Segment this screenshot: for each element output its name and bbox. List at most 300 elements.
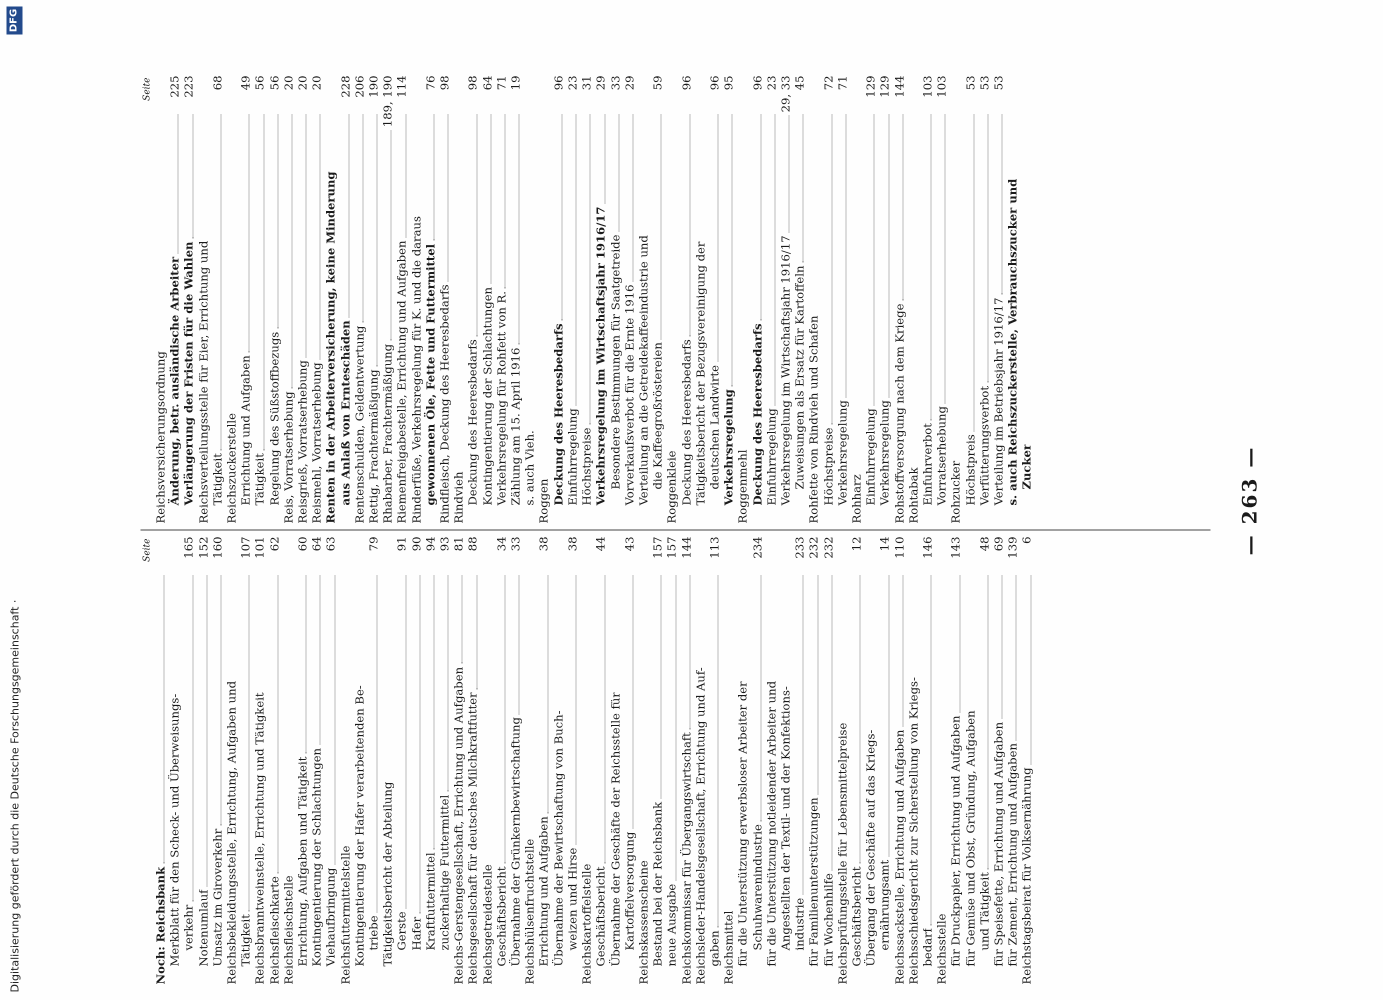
entry-page: 95 <box>721 75 736 90</box>
leader-dots <box>248 575 249 911</box>
entry-page: 60 <box>295 536 310 551</box>
entry-text: für Familienunterstützungen <box>806 796 821 966</box>
index-entry <box>210 536 224 984</box>
leader-dots <box>731 114 732 386</box>
leader-dots <box>291 114 292 388</box>
index-entry <box>579 75 593 523</box>
index-entry <box>366 536 380 984</box>
entry-text: deutschen Landwirte <box>706 364 721 489</box>
entry-page: 113 <box>706 536 721 559</box>
index-entry <box>721 75 735 523</box>
entry-page: 129 <box>877 75 892 98</box>
leader-dots <box>1030 575 1031 764</box>
entry-text: gaben <box>706 929 721 966</box>
entry-text: Reismehl, Vorratserhebung <box>309 361 324 523</box>
entry-page: 6 <box>1019 536 1034 544</box>
leader-dots <box>518 575 519 714</box>
entry-page: 96 <box>706 75 721 90</box>
entry-text: für Speisefette, Errichtung und Aufgaben <box>990 721 1005 966</box>
entry-page: 107 <box>238 536 253 559</box>
entry-text: Kontingentierung der Schlachtungen <box>309 747 324 966</box>
entry-text: weizen und Hirse <box>564 847 579 950</box>
index-entry <box>877 536 891 984</box>
entry-text: Reichsprüfungsstelle für Lebensmittelpreise <box>834 722 849 984</box>
entry-text: Regelung des Süßstoffbezugs <box>266 331 281 505</box>
entry-page: 71 <box>493 75 508 90</box>
entry-page: 94 <box>422 536 437 551</box>
leader-dots <box>192 575 193 901</box>
leader-dots <box>760 114 761 320</box>
index-entry <box>522 536 536 984</box>
entry-page: 29 <box>621 75 636 90</box>
entry-text: Höchstpreis <box>962 433 977 505</box>
leader-dots <box>390 130 391 341</box>
entry-text: Reichsstelle <box>934 913 949 984</box>
index-entry <box>522 75 536 523</box>
entry-text: Deckung des Heeresbedarfs <box>678 338 693 505</box>
entry-page: 88 <box>465 536 480 551</box>
index-entry <box>778 536 792 984</box>
entry-page: 223 <box>181 75 196 98</box>
index-entry <box>934 536 948 984</box>
leader-dots <box>632 575 633 828</box>
entry-text: Reichsleder-Handelsgesellschaft, Errichtung und Auf- <box>692 666 707 984</box>
index-entry <box>465 536 479 984</box>
entry-text: Verkehrsregelung im Wirtschaftsjahr 1916/17 <box>777 234 792 505</box>
entry-page: 63 <box>323 536 338 551</box>
entry-page: 114 <box>394 75 409 98</box>
entry-text: Reichsfuttermittelstelle <box>337 844 352 984</box>
index-entry <box>480 75 494 523</box>
index-entry <box>565 75 579 523</box>
entry-page: 110 <box>891 536 906 559</box>
entry-page: 23 <box>763 75 778 90</box>
index-entry <box>636 536 650 984</box>
leader-dots <box>362 114 363 322</box>
entry-text: s. auch Reichszuckerstelle, Verbrauchszucker und <box>1005 178 1020 505</box>
index-entry <box>863 536 877 984</box>
index-entry <box>948 536 962 984</box>
entry-text: Verkehrsregelung im Wirtschaftsjahr 1916/17 <box>593 206 608 505</box>
leader-dots <box>461 575 462 663</box>
entry-page: 157 <box>664 536 679 559</box>
entry-text: Reisgrieß, Vorratserhebung <box>295 359 310 523</box>
leader-dots <box>206 575 207 886</box>
index-entry <box>437 536 451 984</box>
index-entry <box>323 536 337 984</box>
index-entry <box>181 75 195 523</box>
leader-dots <box>902 575 903 726</box>
index-entry <box>821 75 835 523</box>
index-entry <box>664 75 678 523</box>
leader-dots <box>163 575 164 863</box>
entry-page: 91 <box>394 536 409 551</box>
index-entry <box>153 536 167 984</box>
leader-dots <box>987 575 988 869</box>
entry-text: Verfütterungsverbot <box>976 385 991 505</box>
entry-page: 59 <box>650 75 665 90</box>
entry-page: 56 <box>266 75 281 90</box>
entry-page: 68 <box>209 75 224 90</box>
entry-text: Höchstpreise <box>579 426 594 505</box>
entry-text: Reichsbekleidungsstelle, Errichtung, Aufgaben und <box>224 680 239 984</box>
index-entry <box>906 75 920 523</box>
leader-dots <box>888 575 889 856</box>
entry-page: 72 <box>820 75 835 90</box>
index-entry <box>551 75 565 523</box>
index-entry <box>764 536 778 984</box>
leader-dots <box>873 114 874 405</box>
leader-dots <box>518 114 519 344</box>
index-entry <box>764 75 778 523</box>
leader-dots <box>675 575 676 880</box>
entry-text: Kontingentierung der Schlachtungen <box>479 286 494 505</box>
digitization-credit <box>0 0 40 1000</box>
entry-page: 129 <box>863 75 878 98</box>
entry-page: 76 <box>422 75 437 90</box>
entry-text: Rettig, Frachtermäßigung <box>366 368 381 523</box>
entry-text: Riemenfreigabestelle, Errichtung und Aufgaben <box>394 240 409 523</box>
entry-page: 234 <box>749 536 764 559</box>
leader-dots <box>305 575 306 753</box>
entry-text: für Wochenhilfe <box>820 872 835 966</box>
index-entry <box>679 75 693 523</box>
index-entry <box>196 536 210 984</box>
entry-text: Reichsgesellschaft für deutsches Milchkraftfutter <box>465 691 480 984</box>
index-entry <box>394 536 408 984</box>
entry-text: aus Anlaß von Ernteschäden <box>337 319 352 505</box>
entry-text: Reichsschiedsgericht zur Sicherstellung von Kriegs- <box>905 676 920 984</box>
entry-text: Reichs-Gerstengesellschaft, Errichtung und Aufgaben <box>451 666 466 984</box>
leader-dots <box>632 114 633 281</box>
leader-dots <box>575 575 576 844</box>
entry-page: 160 <box>209 536 224 559</box>
index-entry <box>664 536 678 984</box>
leader-dots <box>973 114 974 431</box>
index-entry <box>224 536 238 984</box>
entry-text: Deckung des Heeresbedarfs <box>749 322 764 505</box>
entry-page: 33 <box>607 75 622 90</box>
entry-page: 93 <box>437 536 452 551</box>
seite-label-left: Seite <box>142 538 152 562</box>
left-index-column <box>140 536 1220 984</box>
entry-page: 20 <box>280 75 295 90</box>
entry-page: 103 <box>934 75 949 98</box>
entry-page: 190 <box>366 75 381 98</box>
entry-text: Kraftfuttermittel <box>422 851 437 950</box>
entry-page: 62 <box>266 536 281 551</box>
entry-text: für Zement, Errichtung und Aufgaben <box>1005 742 1020 966</box>
entry-text: Hafer <box>408 916 423 950</box>
leader-dots <box>717 575 718 927</box>
entry-text: und Tätigkeit <box>976 871 991 950</box>
entry-text: Reichsgetreidestelle <box>479 863 494 984</box>
index-entry <box>792 536 806 984</box>
entry-text: Noch: Reichsbank <box>153 866 167 984</box>
leader-dots <box>476 114 477 336</box>
index-entry <box>409 536 423 984</box>
leader-dots <box>817 575 818 794</box>
entry-text: Tätigkeitsbericht der Abteilung <box>380 781 395 966</box>
leader-dots <box>802 114 803 262</box>
entry-text: Gerste <box>394 910 409 950</box>
index-entry <box>224 75 238 523</box>
index-entry <box>863 75 877 523</box>
entry-text: Rohtabak <box>905 466 920 523</box>
entry-text: Verkehrsregelung für Rohfett von R. <box>493 290 508 505</box>
entry-page: 96 <box>550 75 565 90</box>
page-number-value: 263 <box>1237 476 1261 524</box>
index-entry <box>238 75 252 523</box>
entry-text: Geschäftsbericht <box>493 866 508 966</box>
entry-text: für die Unterstützung erwerbsloser Arbeiter der <box>735 680 750 966</box>
index-entry <box>593 75 607 523</box>
leader-dots <box>319 114 320 359</box>
entry-text: Kartoffelversorgung <box>621 831 636 950</box>
entry-page: 152 <box>195 536 210 559</box>
index-entry <box>622 536 636 984</box>
entry-text: Deckung des Heeresbedarfs <box>465 338 480 505</box>
leader-dots <box>589 114 590 424</box>
index-entry <box>622 75 636 523</box>
entry-page: 53 <box>990 75 1005 90</box>
leader-dots <box>930 114 931 420</box>
entry-text: verkehr <box>181 904 196 950</box>
entry-page: 38 <box>564 536 579 551</box>
entry-text: Viehaufbringung <box>323 867 338 966</box>
index-entry <box>750 75 764 523</box>
entry-page: 143 <box>948 536 963 559</box>
entry-page: 81 <box>451 536 466 551</box>
entry-text: Verkehrsregelung <box>877 399 892 505</box>
entry-text: Renten in der Arbeiterversicherung, keine Minderung <box>323 170 338 523</box>
entry-text: Reichshülsenfruchtstelle <box>522 838 537 984</box>
entry-page: 98 <box>437 75 452 90</box>
index-entry <box>906 536 920 984</box>
leader-dots <box>220 114 221 450</box>
index-entry <box>267 536 281 984</box>
entry-text: die Kaffeegroßröstereien <box>650 341 665 489</box>
entry-text: s. auch Vieh. <box>522 429 537 505</box>
index-entry <box>252 75 266 523</box>
entry-page: 228 <box>337 75 352 98</box>
index-entry <box>963 75 977 523</box>
entry-text: Roggen <box>536 478 551 523</box>
entry-page: 79 <box>366 536 381 551</box>
entry-page: 103 <box>919 75 934 98</box>
entry-page: 29, 33 <box>777 75 792 112</box>
entry-text: Übernahme der Geschäfte der Reichsstelle für <box>607 691 622 966</box>
leader-dots <box>376 114 377 366</box>
index-entry <box>948 75 962 523</box>
index-entry <box>835 75 849 523</box>
entry-text: für die Unterstützung notleidender Arbeiter und <box>763 680 778 966</box>
leader-dots <box>660 575 661 798</box>
entry-text: industrie <box>792 897 807 950</box>
entry-text: Reichsfleischstelle <box>280 874 295 984</box>
entry-page: 44 <box>593 536 608 551</box>
entry-text: Errichtung, Aufgaben und Tätigkeit <box>295 756 310 966</box>
entry-page: 48 <box>976 536 991 551</box>
leader-dots <box>760 575 761 821</box>
index-entry <box>849 536 863 984</box>
entry-text: Besondere Bestimmungen für Saatgetreide <box>607 234 622 489</box>
index-entry <box>323 75 337 523</box>
leader-dots <box>1001 114 1002 294</box>
index-entry <box>338 75 352 523</box>
entry-text: Übernahme der Grünkernbewirtschaftung <box>508 716 523 966</box>
entry-text: Errichtung und Aufgaben <box>536 815 551 966</box>
index-entry <box>451 75 465 523</box>
entry-page: 139 <box>1005 536 1020 559</box>
entry-page: 20 <box>295 75 310 90</box>
entry-page: 53 <box>962 75 977 90</box>
index-entry <box>167 75 181 523</box>
entry-text: Rindfleisch, Deckung des Heeresbedarfs <box>437 283 452 523</box>
entry-text: Rohzucker <box>948 460 963 523</box>
index-entry <box>551 536 565 984</box>
index-entry <box>1005 75 1019 523</box>
entry-page: 232 <box>806 536 821 559</box>
index-entry <box>920 75 934 523</box>
index-entry <box>693 75 707 523</box>
index-entry <box>423 75 437 523</box>
leader-dots <box>717 114 718 361</box>
entry-page: 38 <box>536 536 551 551</box>
entry-text: Höchstpreise <box>820 426 835 505</box>
index-entry <box>650 536 664 984</box>
entry-page: 45 <box>792 75 807 90</box>
index-entry <box>1019 536 1033 984</box>
leader-dots <box>802 575 803 894</box>
index-entry <box>409 75 423 523</box>
index-entry <box>281 75 295 523</box>
entry-page: 232 <box>820 536 835 559</box>
index-entry <box>593 536 607 984</box>
index-entry <box>352 536 366 984</box>
leader-dots <box>348 114 349 317</box>
index-entry <box>750 536 764 984</box>
entry-text: Übergang der Geschäfte auf das Kriegs- <box>863 729 878 966</box>
entry-text: Reichsmittel <box>721 910 736 984</box>
index-entry <box>366 75 380 523</box>
leader-dots <box>902 114 903 300</box>
leader-dots <box>1015 575 1016 740</box>
entry-text: Rindvieh <box>451 471 466 523</box>
index-entry <box>608 536 622 984</box>
entry-text: Rinderfüße, Verkehrsregelung für K. und die daraus <box>408 215 423 523</box>
leader-dots <box>419 575 420 913</box>
index-entry <box>451 536 465 984</box>
entry-text: Änderung, betr. ausländische Arbeiter <box>167 256 182 505</box>
index-entry <box>792 75 806 523</box>
index-entry <box>991 536 1005 984</box>
entry-text: ernährungsamt <box>877 859 892 950</box>
entry-page: 33 <box>508 536 523 551</box>
entry-text: Angestellten der Textil- und der Konfektions- <box>777 685 792 950</box>
index-entry <box>238 536 252 984</box>
entry-text: Zucker <box>1019 443 1034 489</box>
entry-text: Einfuhrregelung <box>564 407 579 505</box>
column-divider <box>140 529 1210 530</box>
index-entry <box>806 75 820 523</box>
entry-text: Errichtung und Aufgaben <box>238 354 253 505</box>
entry-text: gewonnenen Öle, Fette und Futtermittel <box>422 243 437 505</box>
index-entry <box>437 75 451 523</box>
right-index-column <box>140 75 1220 523</box>
leader-dots <box>433 575 434 849</box>
index-entry <box>494 75 508 523</box>
index-entry <box>636 75 650 523</box>
index-entry <box>721 536 735 984</box>
leader-dots <box>604 114 605 203</box>
leader-dots <box>220 575 221 825</box>
index-entry <box>565 536 579 984</box>
entry-text: Reichsfleischkarte <box>266 875 281 984</box>
leader-dots <box>604 575 605 863</box>
index-entry <box>508 75 522 523</box>
leader-dots <box>376 575 377 912</box>
entry-page: 53 <box>976 75 991 90</box>
leader-dots <box>774 114 775 405</box>
index-entry <box>849 75 863 523</box>
leader-dots <box>575 114 576 405</box>
leader-dots <box>831 114 832 424</box>
index-entry <box>295 536 309 984</box>
index-entry <box>579 536 593 984</box>
entry-text: Rohfette von Rindvieh und Schafen <box>806 315 821 523</box>
index-entry <box>877 75 891 523</box>
leader-dots <box>305 114 306 357</box>
leader-dots <box>177 114 178 253</box>
entry-text: Kontingentierung der Hafer verarbeitenden Be- <box>351 684 366 966</box>
entry-page: 64 <box>479 75 494 90</box>
index-entry <box>991 75 1005 523</box>
entry-text: Reichskassenscheine <box>635 859 650 984</box>
entry-text: Tätigkeit <box>238 913 253 966</box>
leader-dots <box>277 114 278 328</box>
dfg-logo: DFG <box>6 6 22 34</box>
entry-page: 98 <box>465 75 480 90</box>
index-entry <box>196 75 210 523</box>
entry-page: 12 <box>848 536 863 551</box>
index-entry <box>508 536 522 984</box>
entry-page: 69 <box>990 536 1005 551</box>
index-entry <box>465 75 479 523</box>
entry-text: Reichsverteilungsstelle für Eier, Errichtung und <box>195 240 210 523</box>
entry-text: Merkblatt für den Scheck- und Überweisungs- <box>167 693 182 966</box>
entry-text: für Druckpapier, Errichtung und Aufgaben <box>948 715 963 966</box>
leader-dots <box>561 114 562 320</box>
entry-page: 31 <box>579 75 594 90</box>
entry-text: Reichsbranntweinstelle, Errichtung und Tätigkeit <box>252 691 267 984</box>
entry-text: Rohharz <box>848 473 863 523</box>
entry-page: 56 <box>252 75 267 90</box>
entry-page: 144 <box>678 536 693 559</box>
entry-page: 225 <box>167 75 182 98</box>
entry-text: Verlängerung der Fristen für die Wahlen <box>181 241 196 505</box>
entry-text: für Gemüse und Obst, Gründung, Aufgaben <box>962 709 977 966</box>
index-entry <box>394 75 408 523</box>
entry-page: 189, 190 <box>380 75 395 127</box>
entry-page: 49 <box>238 75 253 90</box>
entry-text: Reichskommissar für Übergangswirtschaft <box>678 731 693 984</box>
index-entry <box>892 536 906 984</box>
leader-dots <box>888 114 889 397</box>
leader-dots <box>319 575 320 744</box>
index-entry <box>338 536 352 984</box>
leader-dots <box>334 575 335 864</box>
